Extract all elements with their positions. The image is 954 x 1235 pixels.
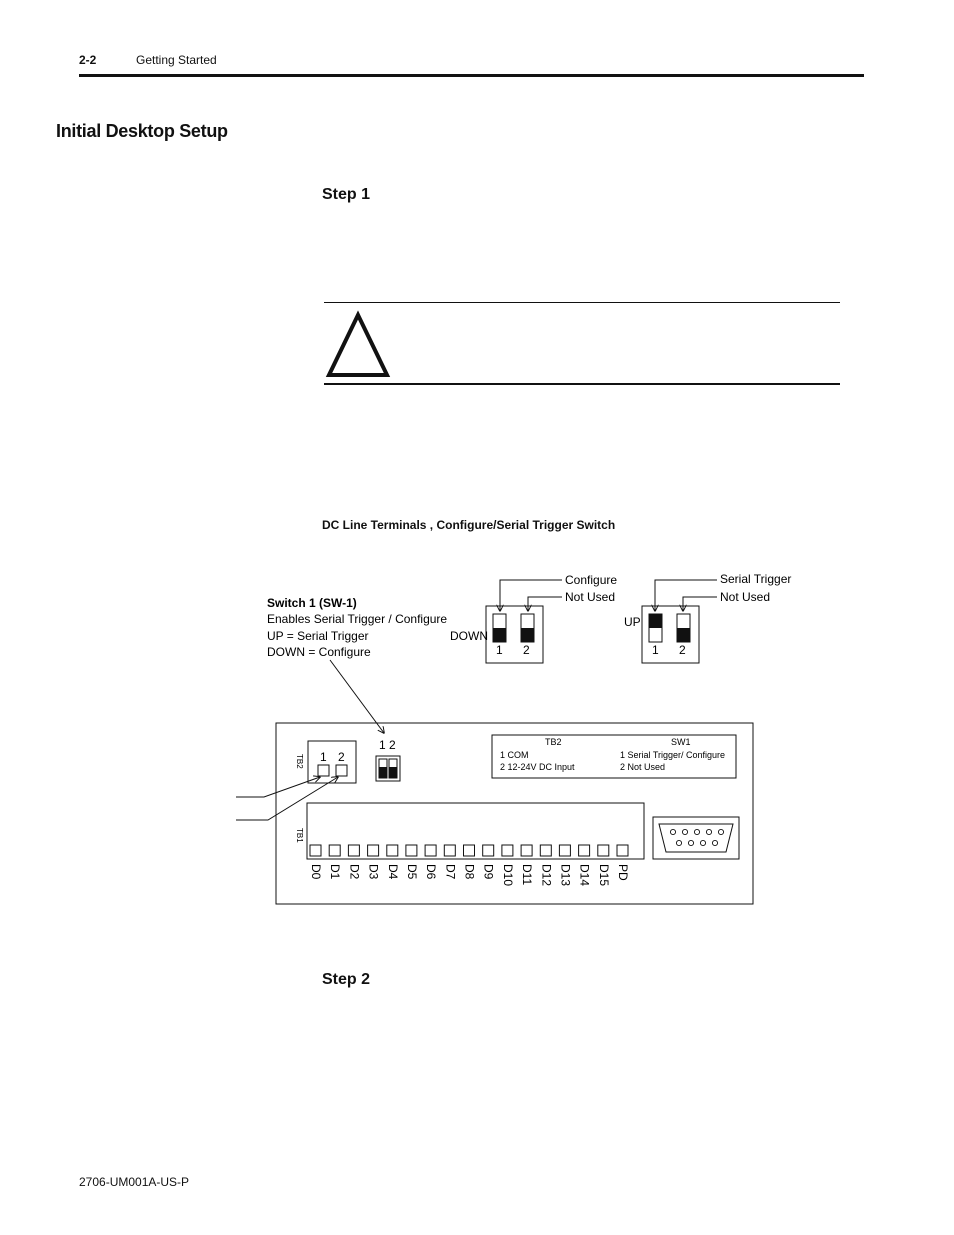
step-1-heading: Step 1	[322, 186, 371, 203]
footer-doc-number: 2706-UM001A-US-P	[79, 1175, 190, 1189]
tb1-terminal-label: D10	[500, 864, 515, 887]
tb1-terminal-box	[348, 845, 359, 856]
tb1-terminal-label: D5	[404, 864, 419, 880]
tb1-terminal-label: D1	[328, 864, 343, 880]
tb1-terminals	[309, 845, 630, 886]
wire-lead-1	[236, 777, 320, 797]
db9-connector-icon	[653, 817, 739, 859]
terminal-legend	[492, 735, 736, 778]
tb1-terminal-label: D4	[385, 864, 400, 880]
tb1-terminal-label: PD	[616, 864, 630, 881]
tb1-terminal-box	[425, 845, 436, 856]
up-num-1: 1	[652, 643, 659, 657]
tb2-num-1: 1	[320, 750, 327, 764]
tb1-terminal-label: D12	[539, 864, 554, 887]
tb1-terminal-box	[521, 845, 532, 856]
legend-tb2-row1: 1 COM	[500, 750, 529, 760]
chapter-title: Getting Started	[136, 53, 217, 67]
tb1-terminal-box	[483, 845, 494, 856]
tb1-terminal-label: D13	[558, 864, 573, 887]
tb1-terminal-box	[310, 845, 321, 856]
tb1-terminal-label: D15	[596, 864, 611, 887]
tb1-terminal-label: D9	[481, 864, 496, 880]
tb1-terminal-label: D8	[462, 864, 477, 880]
legend-sw1-title: SW1	[671, 737, 691, 747]
section-title: Initial Desktop Setup	[56, 121, 228, 141]
up-label-not-used: Not Used	[720, 590, 771, 604]
board-switch-nums: 1 2	[379, 738, 396, 752]
tb1-terminal-box	[598, 845, 609, 856]
tb1-terminal-box	[387, 845, 398, 856]
tb1-terminal-box	[444, 845, 455, 856]
legend-tb2-row2: 2 12-24V DC Input	[500, 762, 575, 772]
tb1-block	[307, 803, 644, 859]
switch-callout-line3: DOWN = Configure	[267, 645, 371, 659]
tb2-block	[308, 741, 356, 783]
tb1-terminal-box	[540, 845, 551, 856]
switch-callout-title: Switch 1 (SW-1)	[267, 596, 357, 610]
switch-callout-line2: UP = Serial Trigger	[267, 629, 369, 643]
switch-callout-leader	[330, 660, 384, 733]
figure-caption: DC Line Terminals , Configure/Serial Trigger Switch	[322, 518, 616, 532]
legend-sw1-row2: 2 Not Used	[620, 762, 666, 772]
up-label-serial-trigger: Serial Trigger	[720, 572, 792, 586]
tb1-terminal-box	[368, 845, 379, 856]
tb2-num-2: 2	[338, 750, 345, 764]
page-number: 2-2	[79, 53, 97, 67]
up-position-label: UP	[624, 615, 641, 629]
legend-sw1-row1: 1 Serial Trigger/ Configure	[620, 750, 726, 760]
tb1-terminal-box	[559, 845, 570, 856]
tb1-terminal-label: D11	[520, 864, 535, 886]
terminal-board	[236, 723, 753, 904]
switch-detail-down	[450, 573, 617, 663]
tb1-terminal-label: D7	[443, 864, 458, 880]
tb1-terminal-label: D0	[309, 864, 323, 880]
tb1-terminal-box	[464, 845, 475, 856]
tb1-terminal-box	[617, 845, 628, 856]
tb1-terminal-label: D2	[347, 864, 362, 880]
board-dip-switch	[376, 756, 400, 781]
tb1-terminal-label: D14	[577, 864, 592, 887]
tb1-terminal-box	[579, 845, 590, 856]
legend-tb2-title: TB2	[545, 737, 562, 747]
switch-detail-up	[624, 572, 791, 663]
down-label-configure: Configure	[565, 573, 618, 587]
switch-callout-line1: Enables Serial Trigger / Configure	[267, 612, 448, 626]
tb1-terminal-label: D6	[424, 864, 439, 880]
tb1-terminal-box	[502, 845, 513, 856]
down-num-1: 1	[496, 643, 503, 657]
tb2-side-label: TB2	[295, 754, 304, 769]
step-2-heading: Step 2	[322, 971, 371, 988]
down-position-label: DOWN	[450, 629, 488, 643]
tb1-terminal-label: D3	[366, 864, 381, 880]
tb1-terminal-box	[406, 845, 417, 856]
down-label-not-used: Not Used	[565, 590, 616, 604]
up-num-2: 2	[679, 643, 686, 657]
down-num-2: 2	[523, 643, 530, 657]
tb1-terminal-box	[329, 845, 340, 856]
tb1-side-label: TB1	[295, 828, 304, 843]
